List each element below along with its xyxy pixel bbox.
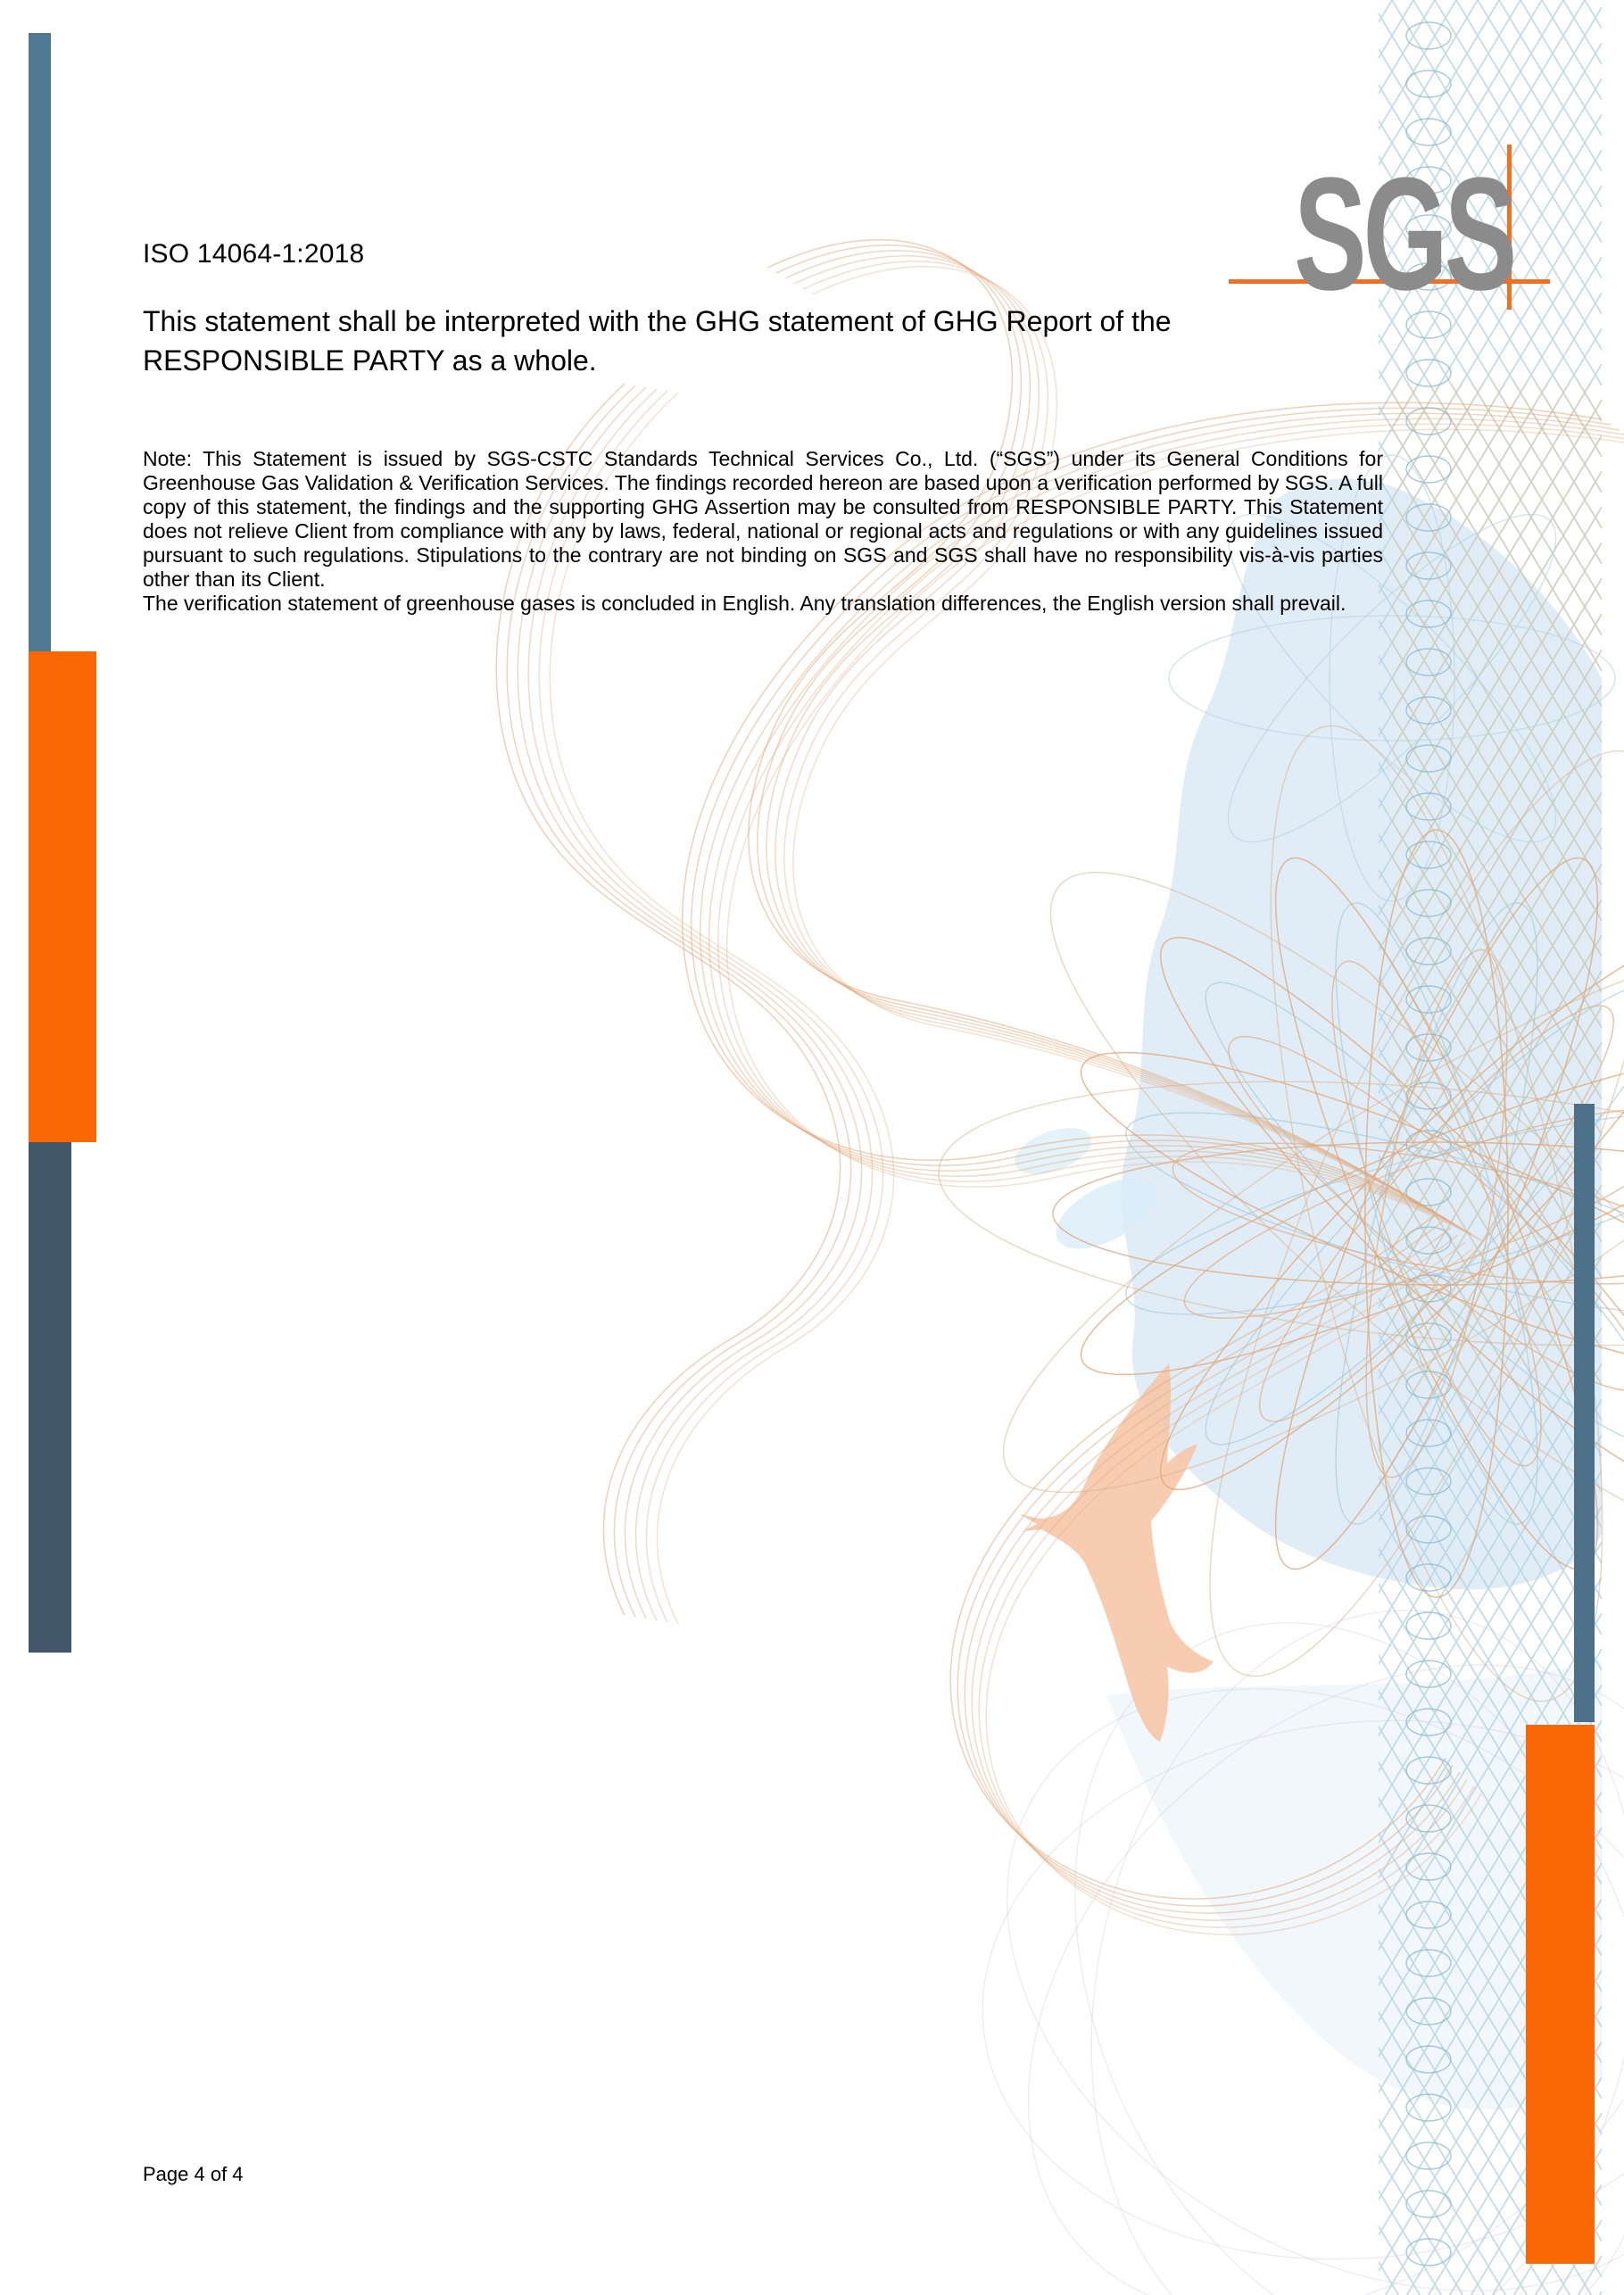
note-language-line: The verification statement of greenhouse gases is concluded in English. Any translation differences, the English version shall prevail. [143, 592, 1346, 615]
right-accent-bar-orange [1526, 1725, 1595, 2264]
standard-reference: ISO 14064-1:2018 [143, 239, 365, 269]
right-accent-bar-slate [1574, 1104, 1595, 1722]
note-block [143, 447, 1383, 616]
left-accent-bar-top [29, 33, 51, 651]
logo-text: SGS [1294, 145, 1514, 324]
note-paragraph: Note: This Statement is issued by SGS-CSTC Standards Technical Services Co., Ltd. (“SGS”) under its General Conditions for Greenhouse Gas Validation & Verification Services. The findings recorded hereon are based upon a verification performed by SGS. A full copy of this statement, the findings and the supporting GHG Assertion may be consulted from RESPONSIBLE PARTY. This Statement does not relieve Client from compliance with any by laws, federal, national or regional acts and regulations or with any guidelines issued pursuant to such regulations. Stipulations to the contrary are not binding on SGS and SGS shall have no responsibility vis-à-vis parties other than its Client. [143, 447, 1383, 591]
left-accent-bar-orange [29, 651, 96, 1142]
left-accent-bar-bottom [29, 1142, 71, 1653]
sgs-logo [1205, 107, 1597, 339]
statement-heading: This statement shall be interpreted with the GHG statement of GHG Report of the RESPONSIBLE PARTY as a whole. [143, 305, 1172, 377]
page-number: Page 4 of 4 [143, 2163, 244, 2185]
